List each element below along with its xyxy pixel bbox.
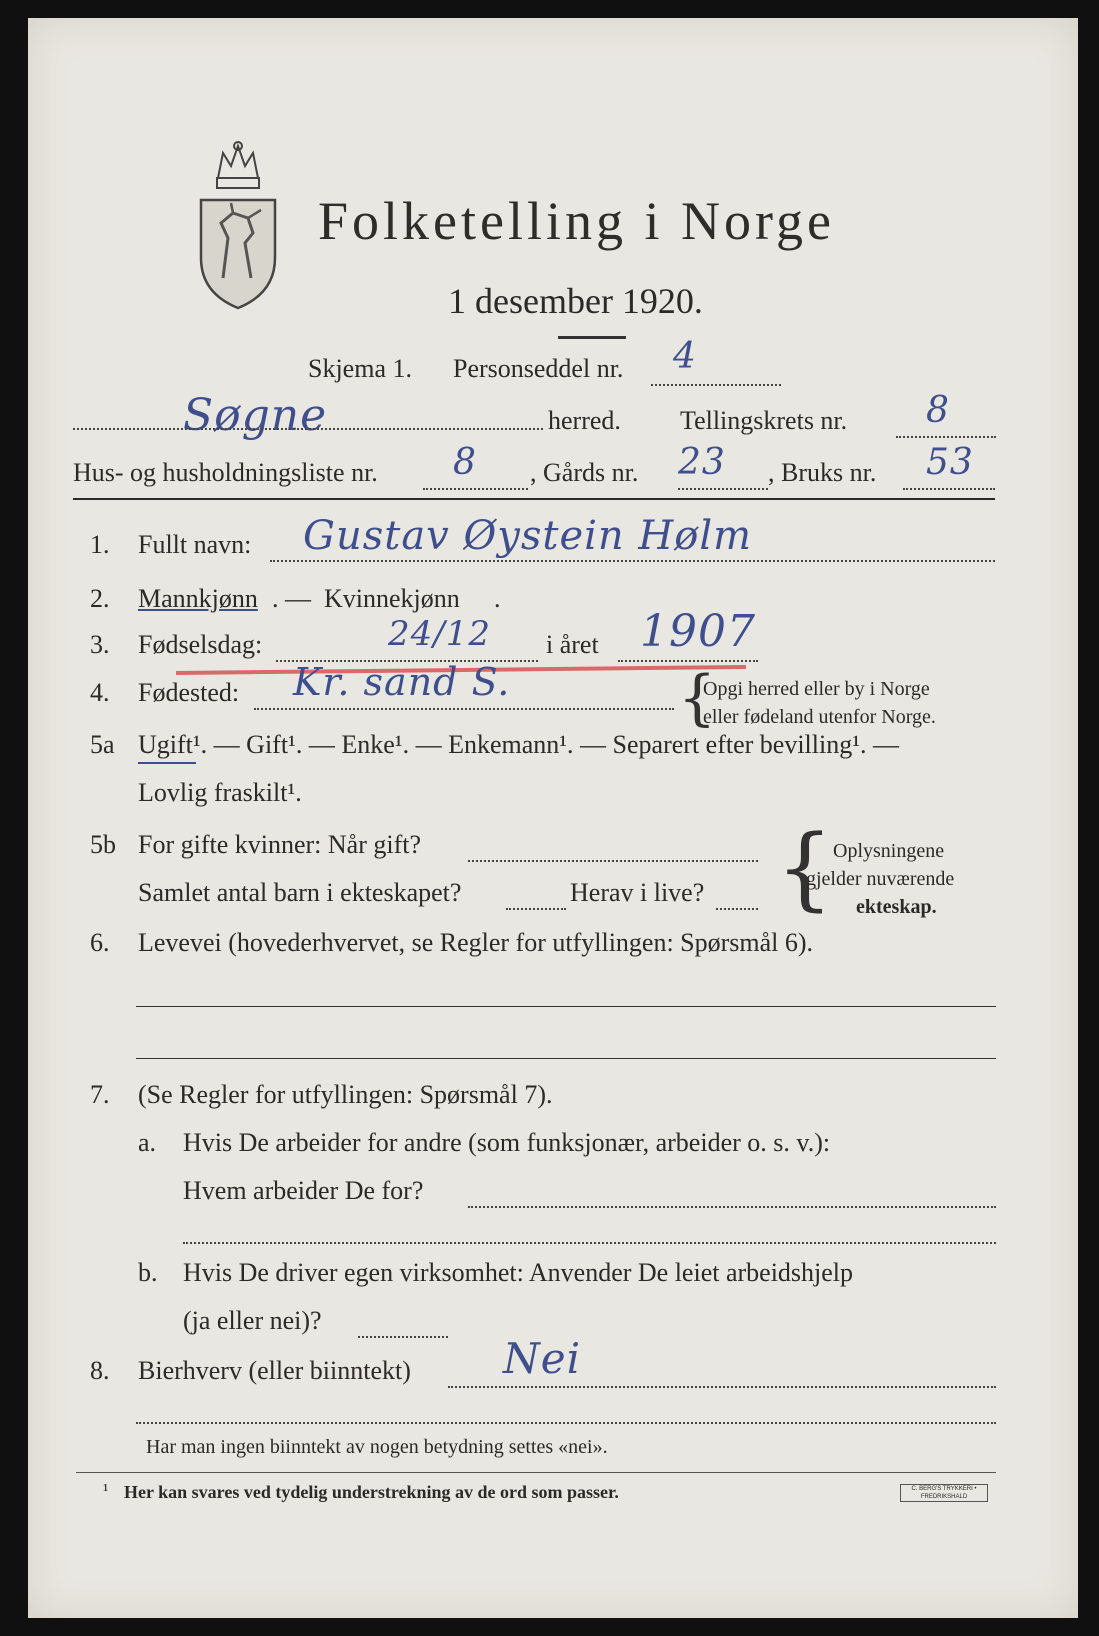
q7a-employer-line: [468, 1206, 996, 1208]
header-separator: [73, 498, 995, 500]
q4-line: [254, 708, 674, 710]
herred-line: [73, 428, 543, 430]
q4-brace: {: [678, 663, 717, 733]
q3-year-value: 1907: [640, 606, 756, 657]
q8-value: Nei: [503, 1334, 582, 1383]
census-date: 1 desember 1920.: [448, 281, 703, 321]
q1-value: Gustav Øystein Hølm: [303, 513, 753, 559]
tellingskrets-line: [896, 436, 996, 438]
q7a-letter: a.: [138, 1128, 157, 1157]
q5b-note-line2: gjelder nuværende: [806, 868, 955, 890]
q5b-children-line: [506, 908, 566, 910]
q6-number: 6.: [90, 928, 110, 957]
q6-answer-line1: [136, 1006, 996, 1007]
q7b-yes-no-label: (ja eller nei)?: [183, 1306, 322, 1335]
footnote-mark: ¹: [103, 1480, 109, 1500]
q2-female-option: Kvinnekjønn: [324, 584, 460, 613]
printer-stamp-text: C. BERG'S TRYKKERI • FREDRIKSHALD: [911, 1486, 977, 1500]
husliste-line: [423, 488, 528, 490]
gards-label: , Gårds nr.: [530, 458, 639, 487]
q1-label: Fullt navn:: [138, 530, 252, 559]
q5b-married-line: [468, 860, 758, 862]
q6-answer-line2: [136, 1058, 996, 1059]
q8-label: Bierhverv (eller biinntekt): [138, 1356, 411, 1385]
q2-separator: . —: [272, 584, 311, 613]
biinntekt-note: Har man ingen biinntekt av nogen betydning settes «nei».: [146, 1436, 608, 1458]
q1-line: [270, 560, 995, 562]
footnote-text: Her kan svares ved tydelig understrekning av de ord som passer.: [124, 1482, 619, 1502]
personseddel-line: [651, 384, 781, 386]
schema-label: Skjema 1.: [308, 354, 412, 383]
bruks-line: [903, 488, 995, 490]
q5b-note-line3: ekteskap.: [856, 896, 937, 918]
q7b-question: Hvis De driver egen virksomhet: Anvender De leiet arbeidshjelp: [183, 1258, 854, 1287]
husliste-label: Hus- og husholdningsliste nr.: [73, 458, 378, 487]
q3-year-label: i året: [546, 630, 599, 659]
tellingskrets-value: 8: [926, 390, 950, 431]
q3-year-line: [618, 660, 758, 662]
q6-label: Levevei (hovederhvervet, se Regler for utfyllingen: Spørsmål 6).: [138, 928, 814, 957]
footnote-divider: [76, 1472, 996, 1473]
q5b-brace: {: [776, 816, 834, 921]
q5b-married-when: For gifte kvinner: Når gift?: [138, 830, 422, 859]
bruks-label: , Bruks nr.: [768, 458, 877, 487]
q7a-employer-label: Hvem arbeider De for?: [183, 1176, 424, 1205]
q5b-note-line1: Oplysningene: [833, 840, 945, 862]
gards-line: [678, 488, 768, 490]
ugift-underline: [138, 762, 196, 764]
q5a-options-line2: Lovlig fraskilt¹.: [138, 778, 302, 807]
q5b-alive-line: [716, 908, 758, 910]
q3-label: Fødselsdag:: [138, 630, 263, 659]
q7-label: (Se Regler for utfyllingen: Spørsmål 7).: [138, 1080, 553, 1109]
q4-label: Fødested:: [138, 678, 240, 707]
q4-number: 4.: [90, 678, 110, 707]
q4-note-line2: eller fødeland utenfor Norge.: [703, 706, 936, 728]
form-title: Folketelling i Norge: [318, 191, 835, 251]
q4-value: Kr. sand S.: [293, 660, 511, 704]
census-form-page: [28, 18, 1078, 1618]
personseddel-value: 4: [673, 336, 697, 377]
norway-coat-of-arms-icon: [193, 138, 283, 313]
q3-number: 3.: [90, 630, 110, 659]
q7a-question: Hvis De arbeider for andre (som funksjonær, arbeider o. s. v.):: [183, 1128, 831, 1157]
q3-value: 24/12: [388, 614, 491, 654]
q7b-letter: b.: [138, 1258, 158, 1287]
tellingskrets-label: Tellingskrets nr.: [680, 406, 848, 435]
q2-number: 2.: [90, 584, 110, 613]
bruks-value: 53: [926, 442, 974, 483]
q8-line: [448, 1386, 996, 1388]
q5b-children-total: Samlet antal barn i ekteskapet?: [138, 878, 462, 907]
q8-number: 8.: [90, 1356, 110, 1385]
q5b-number: 5b: [90, 830, 116, 859]
q5a-number: 5a: [90, 730, 115, 759]
q1-number: 1.: [90, 530, 110, 559]
herred-value: Søgne: [183, 390, 328, 441]
q5a-options: Ugift¹. — Gift¹. — Enke¹. — Enkemann¹. — Separert efter bevilling¹. —: [138, 730, 900, 759]
title-divider: [558, 336, 626, 339]
q8-line2: [136, 1422, 996, 1424]
husliste-value: 8: [453, 442, 477, 483]
gards-value: 23: [678, 442, 726, 483]
q7a-employer-line2: [183, 1242, 996, 1244]
q7-number: 7.: [90, 1080, 110, 1109]
personseddel-label: Personseddel nr.: [453, 354, 624, 383]
q2-end: .: [494, 584, 501, 613]
q2-male-option: Mannkjønn: [138, 584, 258, 613]
q7b-answer-line: [358, 1336, 448, 1338]
q5b-children-alive: Herav i live?: [570, 878, 705, 907]
herred-label: herred.: [548, 406, 621, 435]
printer-stamp: [900, 1484, 988, 1502]
q4-note-line1: Opgi herred eller by i Norge: [703, 678, 930, 700]
